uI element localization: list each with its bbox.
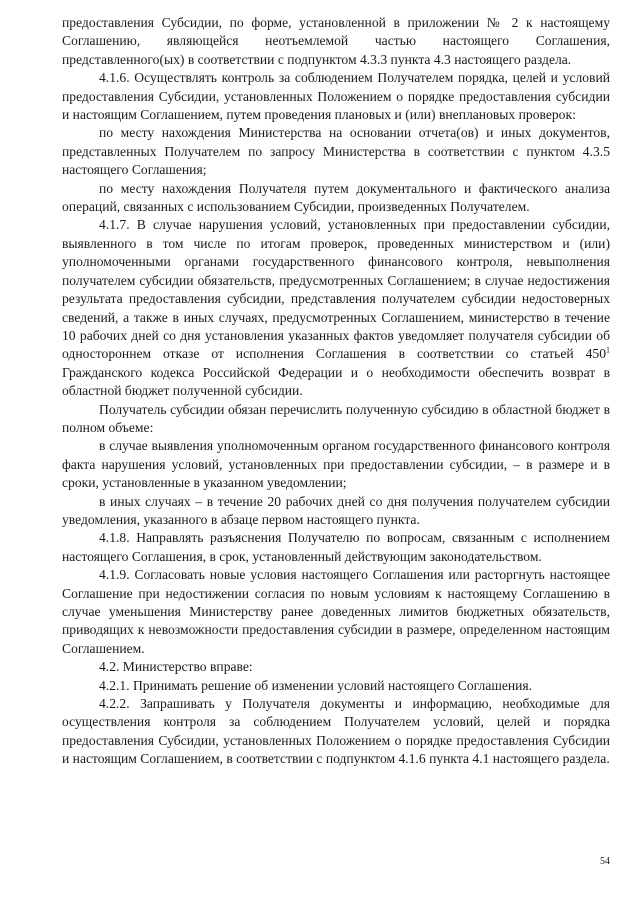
document-body bbox=[62, 14, 610, 769]
paragraph: 4.1.6. Осуществлять контроль за соблюдением Получателем порядка, целей и условий предоставления Субсидии, установленных Положением о порядке предоставления субсидии и настоящим Соглашением, путем проведения плановых и (или) внеплановых проверок: bbox=[62, 70, 610, 123]
paragraph: в случае выявления уполномоченным органом государственного финансового контроля факта нарушения условий, установленных при предоставлении субсидии, – в размере и в сроки, установленные в указанном уведомлении; bbox=[62, 438, 610, 491]
paragraph: по месту нахождения Получателя путем документального и фактического анализа операций, связанных с использованием Субсидии, произведенных Получателем. bbox=[62, 180, 610, 215]
page-number: 54 bbox=[600, 856, 610, 867]
paragraph-text: 4.1.7. В случае нарушения условий, установленных при предоставлении субсидии, выявленного в том числе по итогам проверок, проведенных министерством и (или) уполномоченными органами государственного финансового контроля, невыполнения получателем субсидии обязательств, предусмотренных Соглашением; в случае недостижения результата предоставления субсидии, представления получателем субсидии недостоверных сведений, а также в иных случаях, предусмотренных Соглашением, министерство в течение 10 рабочих дней со дня установления указанных фактов уведомляет получателя субсидии об одностороннем отказе от исполнения Соглашения в соответствии со статьей 450 bbox=[62, 217, 610, 362]
paragraph bbox=[62, 216, 610, 400]
footnote-mark: 1 bbox=[606, 345, 610, 355]
paragraph: Получатель субсидии обязан перечислить полученную субсидию в областной бюджет в полном объеме: bbox=[62, 401, 610, 435]
paragraph: в иных случаях – в течение 20 рабочих дней со дня получения получателем субсидии уведомления, указанного в абзаце первом настоящего пункта. bbox=[62, 493, 610, 527]
paragraph: 4.2.2. Запрашивать у Получателя документы и информацию, необходимые для осуществления контроля за соблюдением Получателем условий, целей и порядка предоставления Субсидии, установленных Положением о порядке предоставления Субсидии и настоящим Соглашением, в соответствии с подпунктом 4.1.6 пункта 4.1 настоящего раздела. bbox=[62, 696, 610, 767]
paragraph: 4.1.9. Согласовать новые условия настоящего Соглашения или расторгнуть настоящее Соглашение при недостижении согласия по новым условиям к настоящему Соглашению в случае уменьшения Министерству ранее доведенных лимитов бюджетных обязательств, приводящих к невозможности предоставления субсидии в размере, определенном настоящим Соглашением. bbox=[62, 567, 610, 656]
paragraph: 4.1.8. Направлять разъяснения Получателю по вопросам, связанным с исполнением настоящего Соглашения, в срок, установленный действующим законодательством. bbox=[62, 530, 610, 564]
paragraph: 4.2.1. Принимать решение об изменении условий настоящего Соглашения. bbox=[99, 677, 533, 693]
paragraph: по месту нахождения Министерства на основании отчета(ов) и иных документов, представленных Получателем по запросу Министерства в соответствии с пунктом 4.3.5 настоящего Соглашения; bbox=[62, 125, 610, 178]
paragraph-text-continued: Гражданского кодекса Российской Федерации и о необходимости обеспечить возврат в областной бюджет полученной субсидии. bbox=[62, 364, 610, 399]
paragraph: 4.2. Министерство вправе: bbox=[99, 659, 253, 675]
paragraph: предоставления Субсидии, по форме, установленной в приложении № 2 к настоящему Соглашению, являющейся неотъемлемой частью настоящего Соглашения, представленного(ых) в соответствии с подпунктом 4.3.3 пункта 4.3 настоящего раздела. bbox=[62, 15, 610, 67]
